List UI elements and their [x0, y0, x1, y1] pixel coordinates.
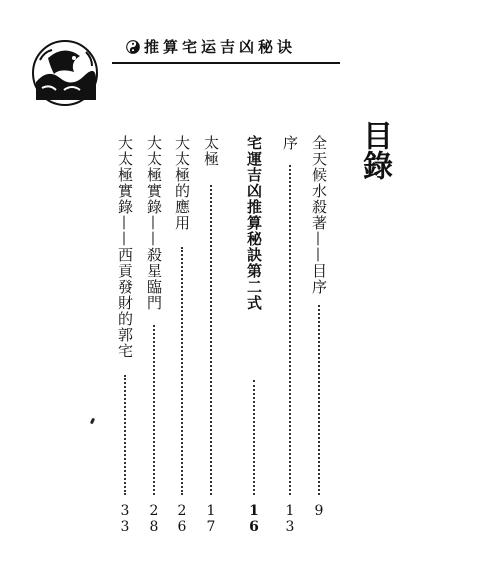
toc-entry-page: 26: [177, 503, 187, 535]
toc-entry[interactable]: [115, 135, 135, 535]
toc-entry[interactable]: [244, 135, 264, 535]
leader-dots: [318, 305, 320, 495]
toc-entry-title: 大太極實錄——殺星臨門: [145, 135, 163, 311]
leader-dots: [210, 185, 212, 495]
leader-dots: [153, 325, 155, 495]
toc-entry-page: 16: [249, 503, 259, 535]
fish-wave-emblem-icon: [30, 38, 100, 108]
header-rule: [112, 62, 340, 64]
toc-entry[interactable]: [144, 135, 164, 535]
scan-speck: [90, 418, 95, 425]
leader-dots: [289, 165, 291, 495]
toc-entry[interactable]: [280, 135, 300, 535]
toc-entry-title: 序: [281, 135, 299, 151]
toc-entry-page: 17: [206, 503, 216, 535]
leader-dots: [181, 247, 183, 495]
leader-dots: [124, 375, 126, 495]
toc-heading: 目錄: [357, 120, 392, 180]
yin-yang-icon: [126, 40, 140, 54]
toc-entry[interactable]: [172, 135, 192, 535]
toc-entry-page: 33: [120, 503, 130, 535]
toc-entry-page: 13: [285, 503, 295, 535]
leader-dots: [253, 380, 255, 495]
toc-entry-title: 宅運吉凶推算秘訣第二式: [245, 135, 263, 311]
toc-entry-title: 大太極實錄——西貢發財的郭宅: [116, 135, 134, 359]
toc-entry-title: 大太極的應用: [173, 135, 191, 231]
toc-entry-title: 全天候水殺著——目序: [310, 135, 328, 295]
toc-entry-page: 9: [314, 503, 324, 519]
toc-entry-title: 太極: [202, 135, 220, 167]
running-header: [126, 36, 296, 57]
toc-entry[interactable]: [309, 135, 329, 519]
toc-entry[interactable]: [201, 135, 221, 535]
toc-entry-page: 28: [149, 503, 159, 535]
header-title-text: 推算宅运吉凶秘诀: [144, 38, 297, 56]
